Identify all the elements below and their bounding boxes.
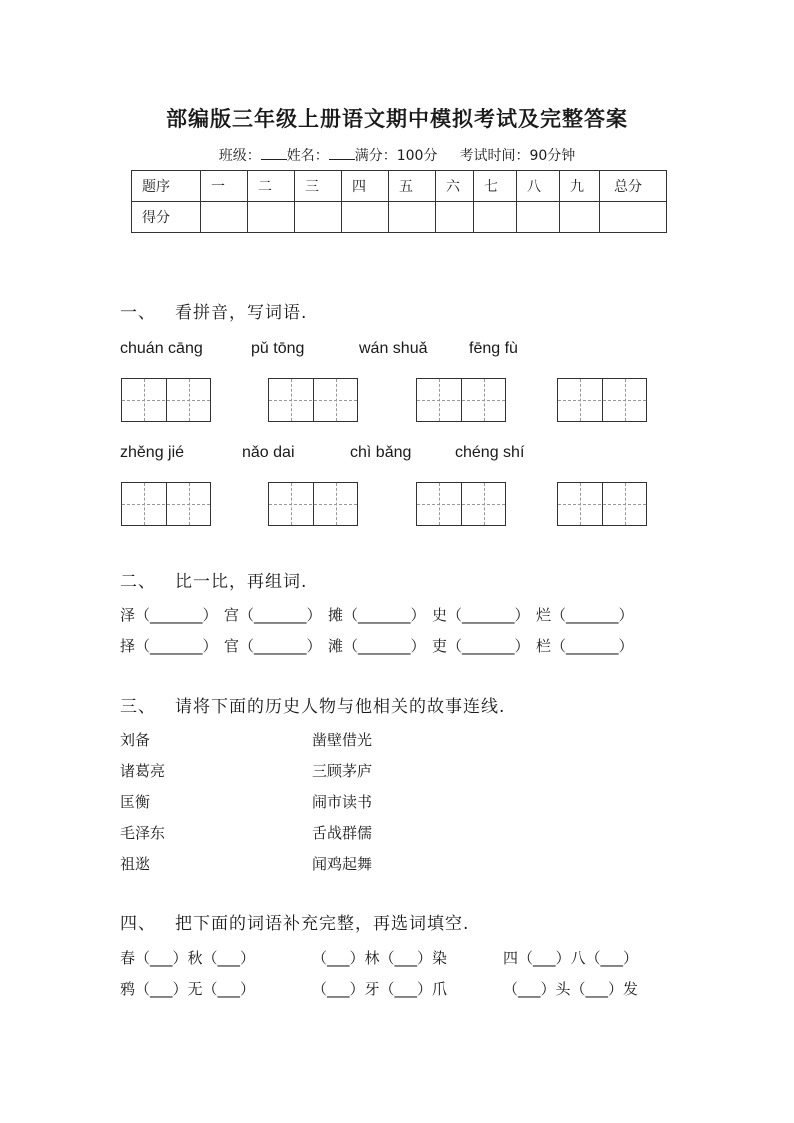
idiom-item[interactable]: 春（___）秋（___） — [120, 949, 256, 967]
writing-grid[interactable] — [416, 482, 506, 526]
section-title: 看拼音，写词语. — [175, 303, 308, 323]
table-cell: 一 — [201, 171, 248, 202]
writing-grid[interactable] — [416, 378, 506, 422]
compare-item[interactable]: 烂（_______） — [536, 606, 634, 624]
story-item[interactable]: 三顾茅庐 — [312, 762, 373, 780]
score-table — [131, 170, 667, 233]
writing-grid[interactable] — [268, 378, 358, 422]
pinyin-label: chéng shí — [455, 444, 525, 461]
table-cell: 六 — [436, 171, 474, 202]
pinyin-label: chì bǎng — [350, 444, 412, 461]
score-cell[interactable] — [474, 202, 517, 233]
score-cell[interactable] — [248, 202, 295, 233]
compare-item[interactable]: 官（_______） — [224, 637, 322, 655]
table-cell: 八 — [517, 171, 560, 202]
score-cell[interactable] — [295, 202, 342, 233]
score-cell[interactable] — [560, 202, 600, 233]
section-title: 请将下面的历史人物与他相关的故事连线. — [175, 697, 506, 717]
score-cell[interactable] — [201, 202, 248, 233]
section-3-heading — [120, 692, 505, 717]
compare-item[interactable]: 吏（_______） — [432, 637, 530, 655]
section-number: 一、 — [120, 303, 156, 323]
compare-item[interactable]: 史（_______） — [432, 606, 530, 624]
idiom-item[interactable]: （___）头（___）发 — [503, 980, 639, 998]
compare-item[interactable]: 择（_______） — [120, 637, 218, 655]
pinyin-label: chuán cāng — [120, 340, 203, 357]
table-cell: 四 — [342, 171, 389, 202]
table-cell: 题序 — [132, 171, 201, 202]
compare-item[interactable]: 栏（_______） — [536, 637, 634, 655]
pinyin-label: zhěng jié — [120, 444, 185, 461]
story-item[interactable]: 闹市读书 — [312, 793, 373, 811]
score-table-score-row — [132, 202, 667, 233]
pinyin-label: nǎo dai — [242, 444, 295, 461]
compare-item[interactable]: 宫（_______） — [224, 606, 322, 624]
class-blank[interactable] — [261, 147, 287, 160]
story-item[interactable]: 舌战群儒 — [312, 824, 373, 842]
score-cell[interactable] — [436, 202, 474, 233]
story-item[interactable]: 凿壁借光 — [312, 731, 373, 749]
compare-item[interactable]: 摊（_______） — [328, 606, 426, 624]
score-cell[interactable] — [389, 202, 436, 233]
story-item[interactable]: 闻鸡起舞 — [312, 855, 373, 873]
writing-grid[interactable] — [121, 482, 211, 526]
writing-grid[interactable] — [557, 482, 647, 526]
table-cell: 五 — [389, 171, 436, 202]
score-cell[interactable] — [600, 202, 667, 233]
table-cell: 九 — [560, 171, 600, 202]
section-title: 把下面的词语补充完整，再选词填空. — [175, 914, 470, 934]
writing-grid[interactable] — [268, 482, 358, 526]
section-title: 比一比，再组词. — [175, 572, 308, 592]
person-item[interactable]: 匡衡 — [120, 793, 151, 811]
class-label: 班级： — [218, 148, 261, 164]
exam-time: 考试时间：90分钟 — [459, 148, 576, 164]
table-cell: 七 — [474, 171, 517, 202]
person-item[interactable]: 刘备 — [120, 731, 151, 749]
section-number: 三、 — [120, 697, 156, 717]
section-number: 四、 — [120, 914, 156, 934]
name-blank[interactable] — [329, 147, 355, 160]
idiom-item[interactable]: 鸦（___）无（___） — [120, 980, 256, 998]
compare-item[interactable]: 泽（_______） — [120, 606, 218, 624]
section-1-heading — [120, 298, 307, 323]
idiom-item[interactable]: 四（___）八（___） — [503, 949, 639, 967]
person-item[interactable]: 毛泽东 — [120, 824, 166, 842]
section-number: 二、 — [120, 572, 156, 592]
full-score: 满分：100分 — [354, 148, 438, 164]
table-cell: 二 — [248, 171, 295, 202]
table-cell: 三 — [295, 171, 342, 202]
page-title: 部编版三年级上册语文期中模拟考试及完整答案 — [166, 106, 628, 131]
exam-info — [0, 145, 794, 165]
person-item[interactable]: 诸葛亮 — [120, 762, 166, 780]
score-cell[interactable] — [517, 202, 560, 233]
score-cell[interactable] — [342, 202, 389, 233]
writing-grid[interactable] — [121, 378, 211, 422]
person-item[interactable]: 祖逖 — [120, 855, 151, 873]
table-cell: 总分 — [600, 171, 667, 202]
table-cell: 得分 — [132, 202, 201, 233]
idiom-item[interactable]: （___）林（___）染 — [312, 949, 448, 967]
pinyin-label: wán shuǎ — [359, 340, 428, 357]
idiom-item[interactable]: （___）牙（___）爪 — [312, 980, 448, 998]
section-4-heading — [120, 909, 469, 934]
pinyin-label: fēng fù — [469, 340, 518, 357]
score-table-header-row — [132, 171, 667, 202]
writing-grid[interactable] — [557, 378, 647, 422]
name-label: 姓名： — [286, 148, 329, 164]
section-2-heading — [120, 567, 307, 592]
pinyin-label: pǔ tōng — [251, 340, 305, 357]
compare-item[interactable]: 滩（_______） — [328, 637, 426, 655]
